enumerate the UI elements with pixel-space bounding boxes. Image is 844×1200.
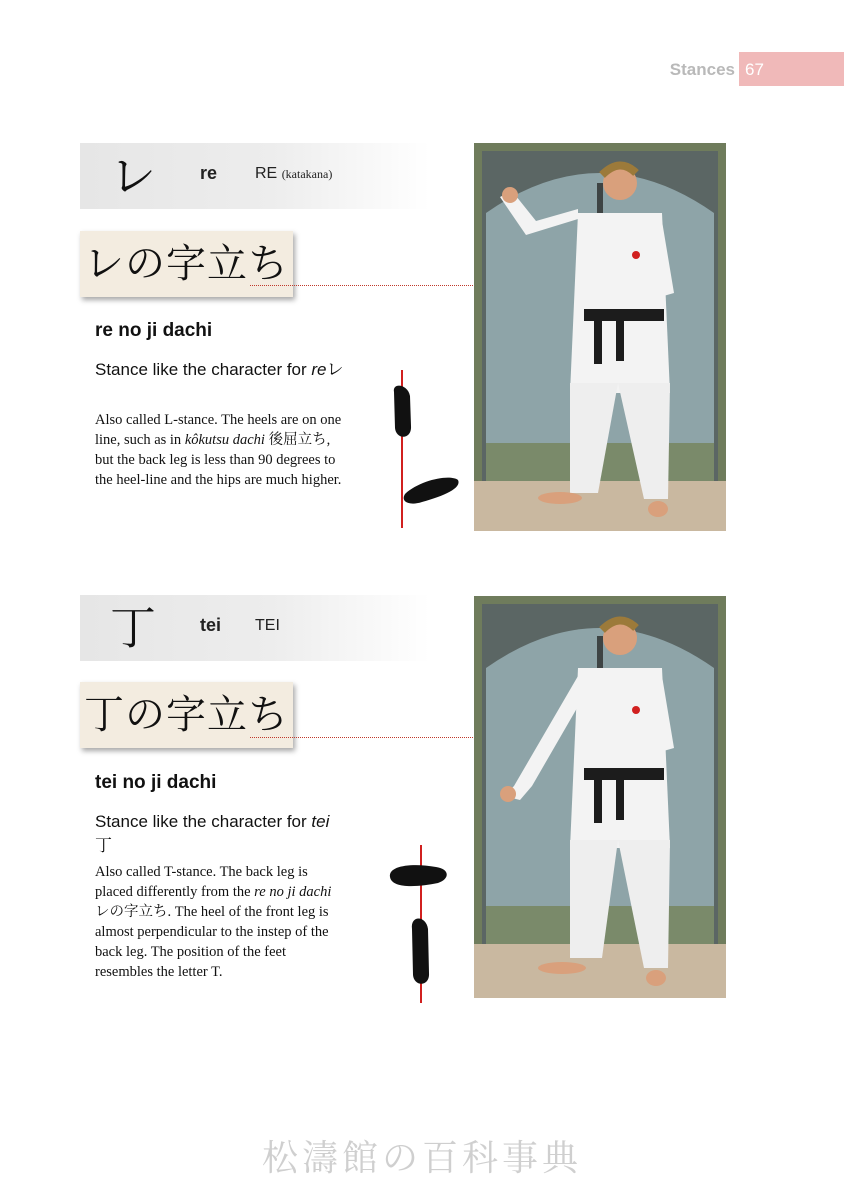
stance-description: Also called L-stance. The heels are on one line, such as in kôkutsu dachi 後屈立ち, but the back leg is less than 90 degrees to the heel-line and the hips are much higher. bbox=[95, 412, 342, 488]
kana-header-tei bbox=[80, 595, 430, 661]
kana-romaji: tei bbox=[200, 615, 222, 635]
kana-name: TEI bbox=[255, 617, 280, 634]
back-foot-print bbox=[394, 386, 411, 437]
foot-diagram-tei bbox=[384, 845, 464, 1005]
kana-header-re bbox=[80, 143, 430, 209]
kana-type: (katakana) bbox=[281, 167, 333, 181]
kana-glyph: レ bbox=[110, 149, 156, 203]
stance-name: tei no ji dachi bbox=[95, 772, 217, 793]
pointer-line bbox=[250, 285, 495, 286]
kana-glyph: 丁 bbox=[110, 601, 156, 655]
front-foot-print bbox=[404, 478, 459, 504]
calligraphy-card: レの字立ち bbox=[80, 231, 293, 297]
karateka-photo-tei bbox=[474, 596, 726, 998]
footer-calligraphy: 松濤館の百科事典 bbox=[261, 1138, 582, 1179]
calligraphy-card: 丁の字立ち bbox=[80, 682, 293, 748]
pointer-line bbox=[250, 737, 495, 738]
karateka-photo-re bbox=[474, 143, 726, 531]
stance-name: re no ji dachi bbox=[95, 320, 213, 341]
kana-romaji: re bbox=[200, 163, 218, 183]
stance-subtitle: Stance like the character for tei 丁 bbox=[95, 812, 330, 855]
stance-subtitle: Stance like the character for reレ bbox=[95, 360, 344, 379]
foot-diagram-re bbox=[380, 370, 465, 530]
stance-description: Also called T-stance. The back leg is placed differently from the re no ji dachiレの字立ち. The heel of the front leg is almost perpendicular to the instep of the back leg. The position of the feet resembles the letter T. bbox=[95, 864, 332, 980]
front-foot-print bbox=[412, 919, 429, 984]
section-title: Stances bbox=[669, 60, 735, 79]
page-number: 67 bbox=[739, 52, 844, 86]
back-foot-print bbox=[390, 865, 447, 886]
kana-name: RE (katakana) bbox=[255, 165, 333, 182]
